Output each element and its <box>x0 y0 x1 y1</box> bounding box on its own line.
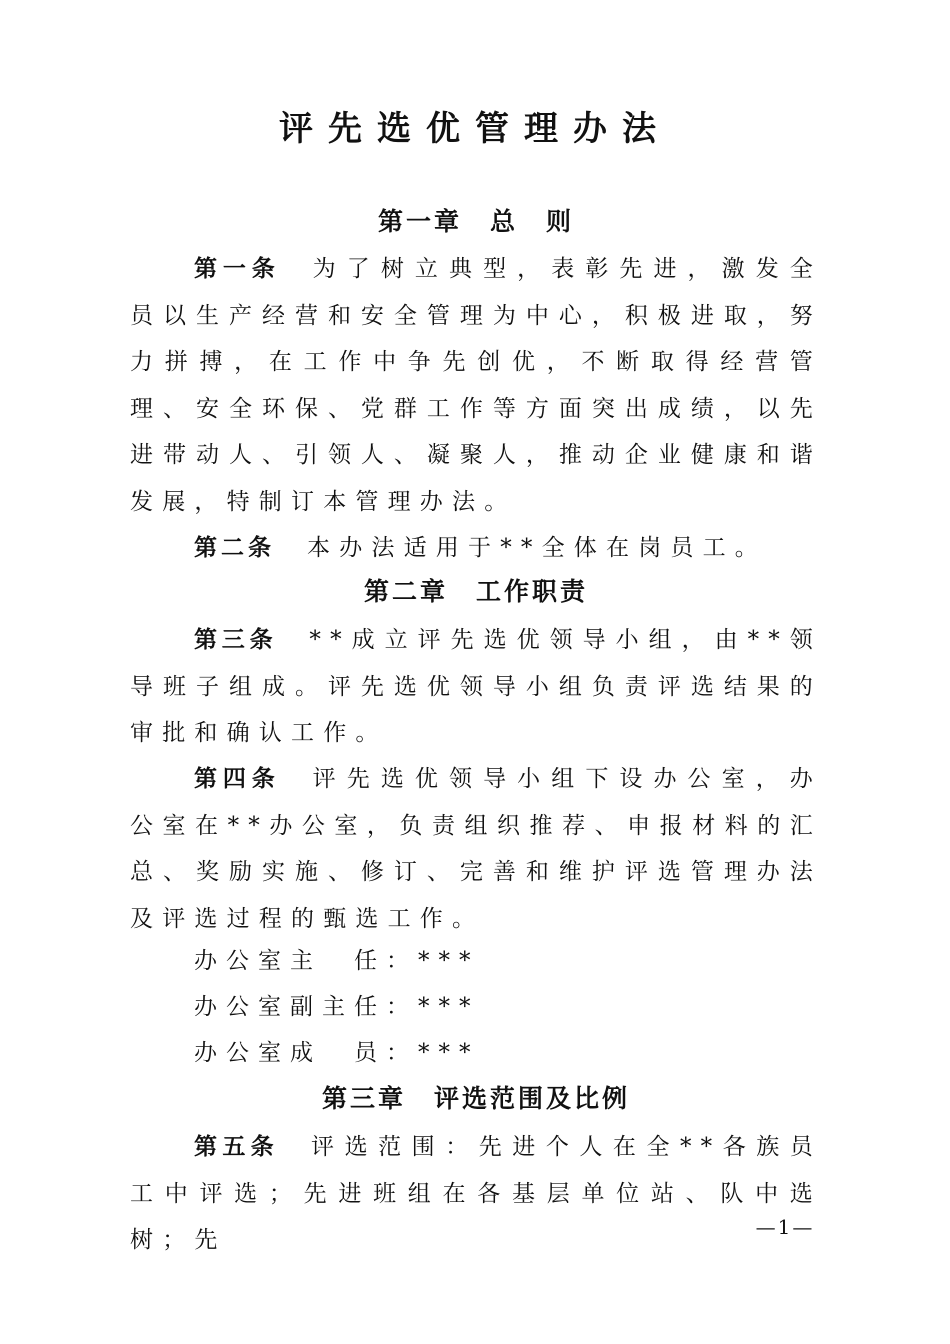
chapter-heading: 第三章 评选范围及比例 <box>321 1084 630 1113</box>
article-text: **成立评先选优领导小组，由**领导班子组成。评先选优领导小组负责评选结果的审批和确认工作。 <box>130 627 823 746</box>
staff-name: *** <box>418 994 480 1020</box>
article-label: 第三条 <box>194 627 278 653</box>
article-paragraph <box>130 1124 822 1264</box>
article-paragraph <box>130 617 822 757</box>
chapter-heading: 第一章 总 则 <box>377 207 574 236</box>
staff-role: 办公室成 员： <box>194 1040 418 1066</box>
staff-name: *** <box>418 1040 480 1066</box>
staff-name: *** <box>418 948 480 974</box>
article-text: 为了树立典型，表彰先进，激发全员以生产经营和安全管理为中心，积极进取，努力拼搏，在工作中争先创优，不断取得经营管理、安全环保、党群工作等方面突出成绩，以先进带动人、引领人、凝聚人，推动企业健康和谐发展，特制订本管理办法。 <box>130 256 823 515</box>
page-number: —1— <box>755 1215 815 1239</box>
article-text: 评选范围：先进个人在全**各族员工中评选；先进班组在各基层单位站、队中选树；先 <box>130 1134 823 1253</box>
article-label: 第二条 <box>194 535 275 561</box>
article-text: 评先选优领导小组下设办公室，办公室在**办公室，负责组织推荐、申报材料的汇总、奖励实施、修订、完善和维护评选管理办法及评选过程的甄选工作。 <box>130 766 823 932</box>
office-staff-line <box>194 1030 480 1076</box>
chapter-heading: 第二章 工作职责 <box>363 577 588 606</box>
staff-role: 办公室副主任： <box>194 994 418 1020</box>
staff-role: 办公室主 任： <box>194 948 418 974</box>
office-staff-line <box>194 938 480 984</box>
office-staff-line <box>194 984 480 1030</box>
document-title: 评先选优管理办法 <box>279 109 671 149</box>
article-paragraph <box>130 525 822 572</box>
article-label: 第五条 <box>194 1134 280 1160</box>
article-label: 第四条 <box>194 766 281 792</box>
article-text: 本办法适用于**全体在岗员工。 <box>307 535 767 561</box>
article-label: 第一条 <box>194 256 281 282</box>
article-paragraph <box>130 246 822 525</box>
article-paragraph <box>130 756 822 942</box>
